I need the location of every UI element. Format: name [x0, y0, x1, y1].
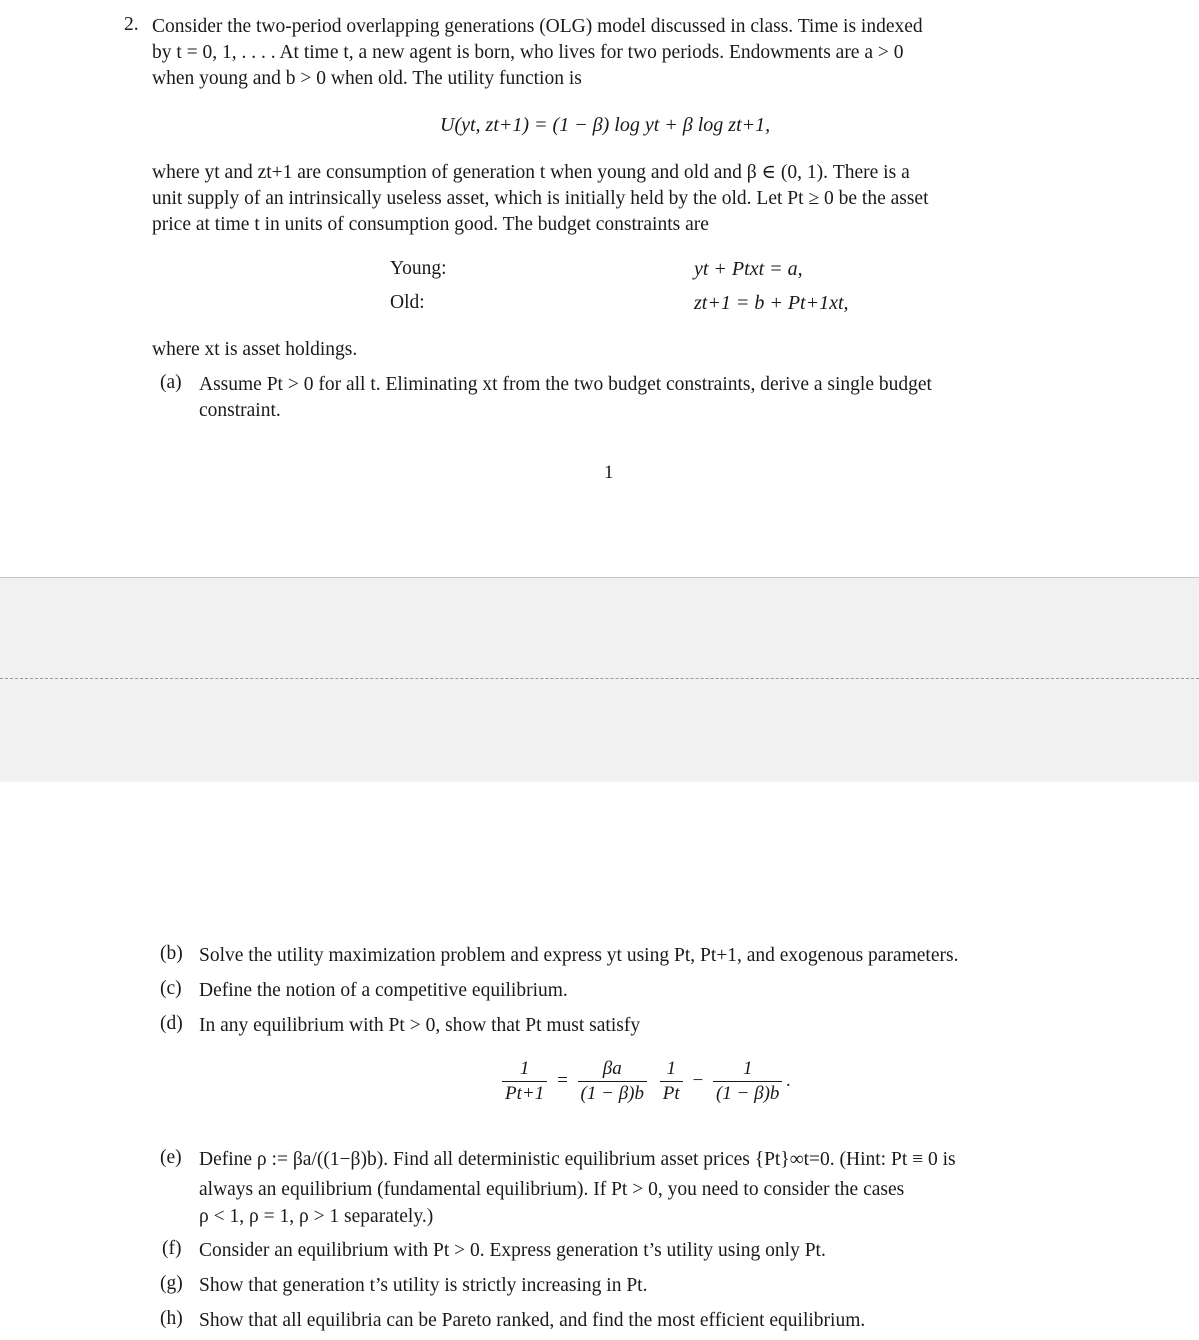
f1-num: βa — [578, 1058, 647, 1082]
part-e-line-2: always an equilibrium (fundamental equilibrium). If Pt > 0, you need to consider the cases — [199, 1179, 905, 1200]
part-b-label: (b) — [160, 943, 183, 964]
part-e-line-3: ρ < 1, ρ = 1, ρ > 1 separately.) — [199, 1206, 434, 1227]
part-e-line-1: Define ρ := βa/((1−β)b). Find all deterministic equilibrium asset prices {Pt}∞t=0. (Hint: Pt ≡ 0 is — [199, 1149, 956, 1170]
page-break-line — [0, 678, 1199, 679]
f3-num: 1 — [713, 1058, 782, 1082]
part-c-text: Define the notion of a competitive equilibrium. — [199, 980, 568, 1001]
after-utility-line-2: unit supply of an intrinsically useless asset, which is initially held by the old. Let Pt ≥ 0 be the asset — [152, 188, 929, 209]
fraction-3 — [713, 1058, 782, 1105]
old-budget-equation: zt+1 = b + Pt+1xt, — [694, 292, 849, 314]
young-label: Young: — [390, 258, 447, 279]
lhs-num: 1 — [502, 1058, 547, 1082]
part-f-label: (f) — [162, 1238, 182, 1259]
part-d-label: (d) — [160, 1013, 183, 1034]
equation-period: . — [786, 1069, 792, 1091]
page-2 — [0, 782, 1199, 1340]
after-utility-line-1: where yt and zt+1 are consumption of generation t when young and old and β ∈ (0, 1). There is a — [152, 162, 910, 183]
intro-line-2: by t = 0, 1, . . . . At time t, a new agent is born, who lives for two periods. Endowments are a > 0 — [152, 42, 904, 63]
utility-equation: U(yt, zt+1) = (1 − β) log yt + β log zt+1, — [440, 114, 771, 136]
part-h-text: Show that all equilibria can be Pareto ranked, and find the most efficient equilibrium. — [199, 1310, 866, 1331]
problem-number: 2. — [124, 14, 139, 35]
lhs-den: Pt+1 — [505, 1083, 545, 1104]
f2-den: Pt — [662, 1083, 680, 1104]
minus-sign: − — [691, 1069, 705, 1091]
equals-sign: = — [555, 1069, 569, 1091]
part-f-text: Consider an equilibrium with Pt > 0. Express generation t’s utility using only Pt. — [199, 1240, 826, 1261]
part-g-text: Show that generation t’s utility is strictly increasing in Pt. — [199, 1275, 648, 1296]
part-c-label: (c) — [160, 978, 182, 999]
young-budget-equation: yt + Ptxt = a, — [694, 258, 803, 280]
intro-line-1: Consider the two-period overlapping generations (OLG) model discussed in class. Time is indexed — [152, 16, 923, 37]
old-label: Old: — [390, 292, 425, 313]
fraction-1 — [578, 1058, 647, 1105]
f3-den: (1 − β)b — [715, 1083, 780, 1104]
f2-num: 1 — [660, 1058, 683, 1082]
where-x-text: where xt is asset holdings. — [152, 339, 358, 360]
intro-line-3: when young and b > 0 when old. The utility function is — [152, 68, 582, 89]
page-1 — [0, 0, 1199, 577]
equation-d — [498, 1058, 791, 1105]
part-a-line-1: Assume Pt > 0 for all t. Eliminating xt from the two budget constraints, derive a single budget — [199, 374, 932, 395]
part-b-text: Solve the utility maximization problem and express yt using Pt, Pt+1, and exogenous parameters. — [199, 945, 959, 966]
after-utility-line-3: price at time t in units of consumption good. The budget constraints are — [152, 214, 709, 235]
page-separator — [0, 577, 1199, 783]
part-h-label: (h) — [160, 1308, 183, 1329]
fraction-2 — [660, 1058, 683, 1105]
part-a-label: (a) — [160, 372, 182, 393]
lhs-fraction — [502, 1058, 547, 1105]
part-d-text: In any equilibrium with Pt > 0, show that Pt must satisfy — [199, 1015, 641, 1036]
f1-den: (1 − β)b — [580, 1083, 644, 1104]
part-g-label: (g) — [160, 1273, 183, 1294]
page-number: 1 — [604, 462, 614, 483]
part-e-label: (e) — [160, 1147, 182, 1168]
part-a-line-2: constraint. — [199, 400, 281, 421]
